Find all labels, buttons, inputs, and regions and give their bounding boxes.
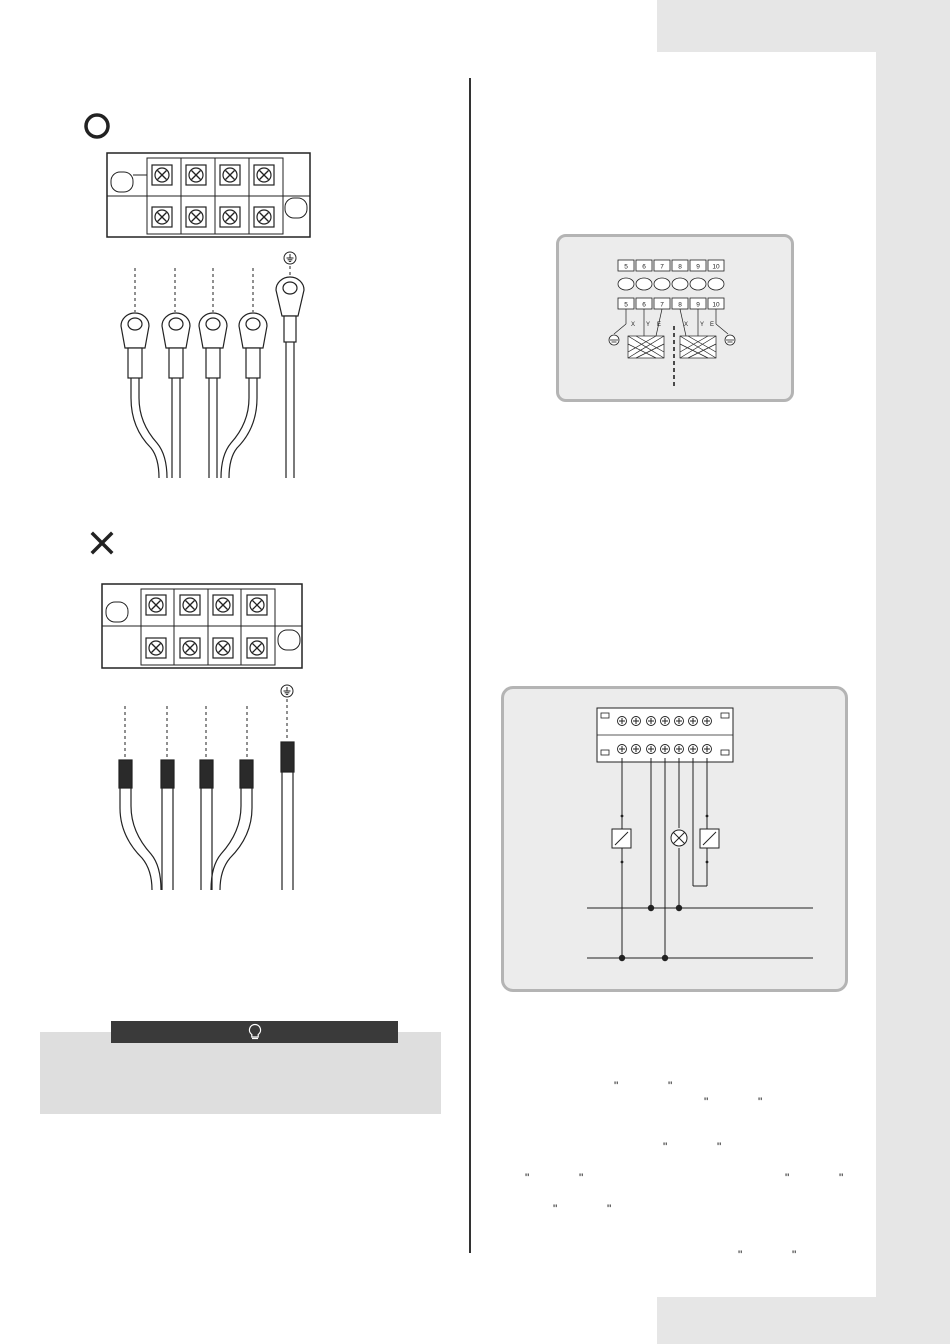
wire-letter: X xyxy=(631,322,636,328)
wire-letter: E xyxy=(710,322,715,328)
quote-mark: " xyxy=(792,1248,797,1262)
earth-icon xyxy=(284,252,296,264)
terminal-bottom-label: 7 xyxy=(660,301,664,309)
tip-box xyxy=(40,1032,441,1114)
ring-terminal-wires xyxy=(121,277,304,478)
quote-mark: " xyxy=(663,1140,668,1154)
quote-mark: " xyxy=(758,1095,763,1109)
terminal-top-label: 6 xyxy=(642,263,646,271)
terminal-bottom-label: 10 xyxy=(712,301,720,309)
stripped-wires xyxy=(119,742,294,890)
terminal-top-label: 7 xyxy=(660,263,664,271)
wire-letter: X xyxy=(684,322,689,328)
correct-circle-icon xyxy=(86,115,108,137)
terminal-top-label: 10 xyxy=(712,263,720,271)
terminal-block-correct xyxy=(107,153,310,237)
terminal-top-label: 9 xyxy=(696,263,700,271)
terminal-top-label: 8 xyxy=(678,263,682,271)
quote-mark: " xyxy=(668,1079,673,1093)
terminal-block-wrong xyxy=(102,584,302,668)
quote-mark: " xyxy=(579,1171,584,1185)
quote-mark: " xyxy=(717,1140,722,1154)
quote-mark: " xyxy=(614,1079,619,1093)
quote-mark: " xyxy=(525,1171,530,1185)
control-circuit-diagram xyxy=(501,686,848,992)
quote-mark: " xyxy=(553,1202,558,1216)
tip-header xyxy=(111,1021,398,1043)
left-wiring-figures xyxy=(0,0,470,1010)
lightbulb-icon xyxy=(247,1023,263,1041)
cross-icon xyxy=(93,534,111,552)
quote-mark: " xyxy=(738,1248,743,1262)
quote-mark: " xyxy=(785,1171,790,1185)
terminal-bottom-label: 6 xyxy=(642,301,646,309)
communication-wiring-diagram xyxy=(556,234,794,402)
terminal-top-label: 5 xyxy=(624,263,628,271)
wire-letter: Y xyxy=(700,322,705,328)
terminal-bottom-label: 8 xyxy=(678,301,682,309)
wire-letter: Y xyxy=(646,322,651,328)
quote-mark: " xyxy=(704,1095,709,1109)
quote-mark: " xyxy=(607,1202,612,1216)
quote-mark: " xyxy=(839,1171,844,1185)
sidebar-top-block xyxy=(657,0,950,52)
terminal-bottom-label: 5 xyxy=(624,301,628,309)
earth-icon xyxy=(281,685,293,697)
terminal-bottom-label: 9 xyxy=(696,301,700,309)
sidebar-strip xyxy=(876,52,950,1297)
sidebar-bottom-block xyxy=(657,1297,950,1344)
wire-letter: E xyxy=(657,322,662,328)
